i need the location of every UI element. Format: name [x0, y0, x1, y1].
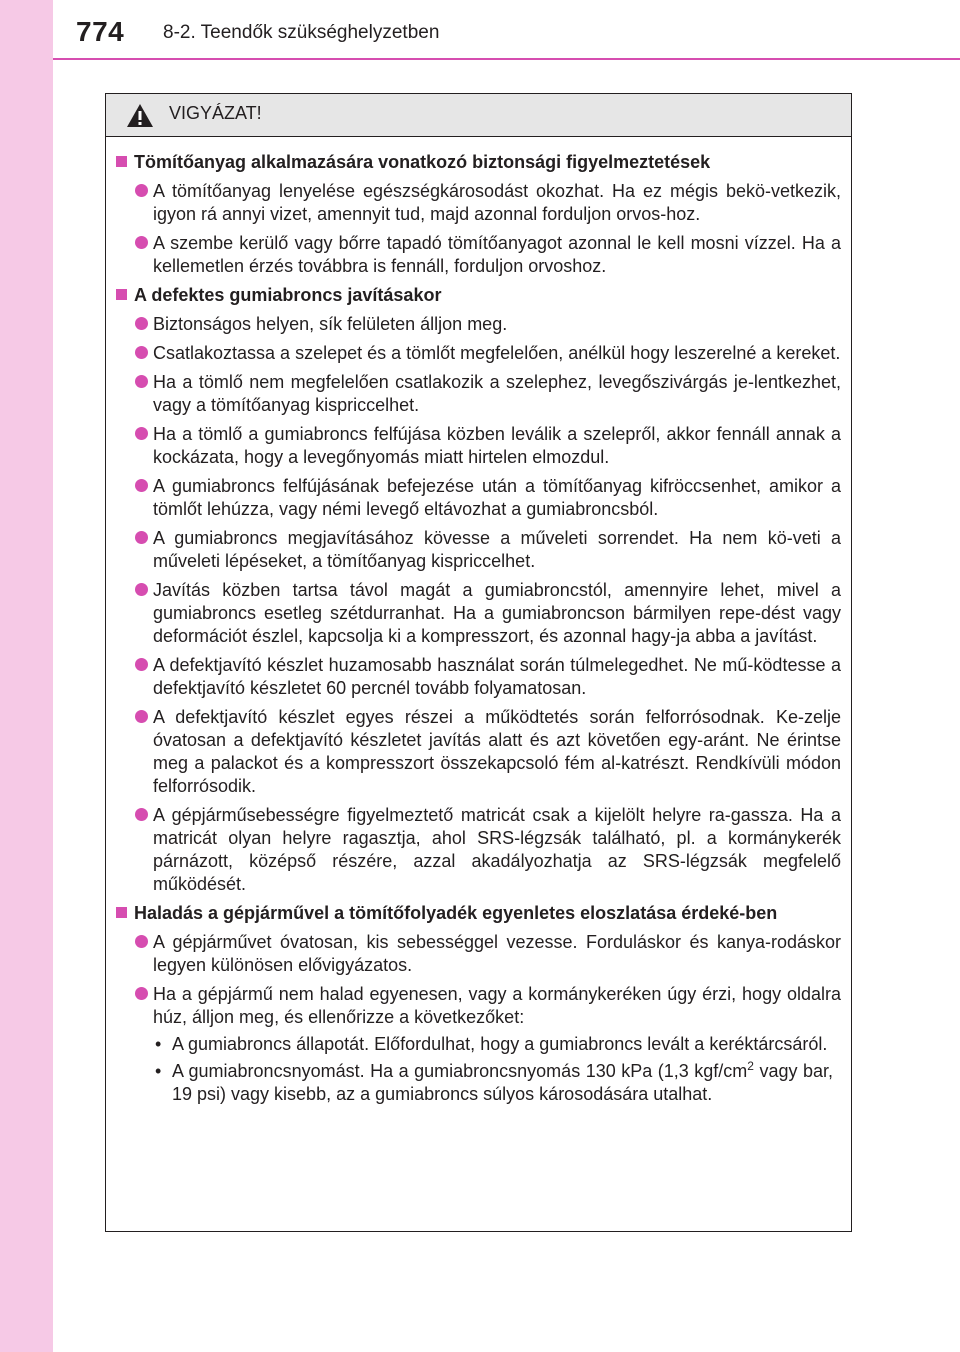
circle-bullet-icon [135, 808, 148, 821]
list-item [116, 313, 841, 336]
square-bullet-icon [116, 156, 127, 167]
section-heading-text: Tömítőanyag alkalmazására vonatkozó biztonsági figyelmeztetések [134, 152, 711, 172]
superscript: 2 [747, 1059, 754, 1073]
caution-box [105, 93, 852, 1232]
sub-list-item [116, 1060, 841, 1106]
list-item-text: Ha a tömlő a gumiabroncs felfújása közben leválik a szelepről, akkor fennáll annak a kockázata, hogy a levegőnyomás miatt hirtelen elmozdul. [153, 424, 841, 467]
circle-bullet-icon [135, 583, 148, 596]
list-item [116, 232, 841, 278]
caution-header [106, 94, 851, 137]
caution-section [116, 284, 841, 896]
caution-title: VIGYÁZAT! [169, 103, 262, 123]
list-item [116, 579, 841, 648]
list-item-text: A defektjavító készlet huzamosabb használat során túlmelegedhet. Ne mű-ködtesse a defektjavító készletet 60 percnél tovább folyamatosan. [153, 655, 841, 698]
circle-bullet-icon [135, 184, 148, 197]
warning-triangle-icon [126, 103, 154, 128]
list-item [116, 654, 841, 700]
list-item-text: A gépjárművet óvatosan, kis sebességgel vezesse. Forduláskor és kanya-rodáskor legyen különösen elővigyázatos. [153, 932, 841, 975]
section-heading-text: Haladás a gépjárművel a tömítőfolyadék egyenletes eloszlatása érdeké-ben [134, 903, 778, 923]
list-item [116, 804, 841, 896]
sub-list-item [116, 1033, 841, 1056]
section-heading [116, 151, 841, 174]
section-heading [116, 902, 841, 925]
side-bar [0, 0, 53, 1352]
list-item [116, 371, 841, 417]
page-number: 774 [76, 16, 125, 47]
bullet-dot-icon: • [155, 1034, 162, 1054]
list-item [116, 931, 841, 977]
sub-list-item-text: A gumiabroncsnyomást. Ha a gumiabroncsnyomás 130 kPa (1,3 kgf/cm [172, 1061, 748, 1081]
circle-bullet-icon [135, 935, 148, 948]
list-item [116, 983, 841, 1029]
caution-body [106, 137, 851, 1106]
section-heading-text: A defektes gumiabroncs javításakor [134, 285, 442, 305]
list-item-text: Ha a tömlő nem megfelelően csatlakozik a szelephez, levegőszivárgás je-lentkezhet, vagy a tömítőanyag kispriccelhet. [153, 372, 841, 415]
list-item-text: Javítás közben tartsa távol magát a gumiabroncstól, amennyire lehet, mivel a gumiabroncs esetleg szétdurranhat. Ha a gumiabroncson bármilyen repe-dést vagy deformációt észlel, kapcsolja ki a kompresszort, és azonnal hagy-ja abba a javítást. [153, 580, 841, 646]
page-header [53, 0, 960, 70]
circle-bullet-icon [135, 317, 148, 330]
list-item-text: Csatlakoztassa a szelepet és a tömlőt megfelelően, anélkül hogy leszerelné a kereket. [153, 343, 841, 363]
caution-section [116, 151, 841, 278]
circle-bullet-icon [135, 710, 148, 723]
square-bullet-icon [116, 907, 127, 918]
circle-bullet-icon [135, 236, 148, 249]
list-item [116, 180, 841, 226]
list-item-text: A defektjavító készlet egyes részei a működtetés során felforrósodnak. Ke-zelje óvatosan a defektjavító készletet javítás alatt és azt követően egy-aránt. Ne érintse meg a palackot és a kompresszort összekapcsoló fém al-katrészt. Rendkívüli módon felforrósodik. [153, 707, 841, 796]
list-item [116, 423, 841, 469]
circle-bullet-icon [135, 479, 148, 492]
caution-section [116, 902, 841, 1106]
circle-bullet-icon [135, 987, 148, 1000]
list-item-text: Biztonságos helyen, sík felületen álljon meg. [153, 314, 508, 334]
list-item [116, 475, 841, 521]
sub-list-item-text: vagy bar, 19 psi) vagy kisebb, az a gumiabroncs súlyos károsodására utalhat. [172, 1061, 833, 1104]
list-item-text: A gépjárműsebességre figyelmeztető matricát csak a kijelölt helyre ra-gassza. Ha a matricát olyan helyre ragasztja, ahol SRS-légzsák található, pl. a kormánykerék párnázott, középső részére, azzal akadályozhatja az SRS-légzsák megfelelő működését. [153, 805, 841, 894]
circle-bullet-icon [135, 427, 148, 440]
bullet-dot-icon: • [155, 1061, 162, 1081]
list-item-text: Ha a gépjármű nem halad egyenesen, vagy a kormánykeréken úgy érzi, hogy oldalra húz, álljon meg, és ellenőrizze a következőket: [153, 984, 841, 1027]
list-item-text: A gumiabroncs felfújásának befejezése után a tömítőanyag kifröccsenhet, amikor a tömlőt lehúzza, vagy némi levegő eltávozhat a gumiabroncsból. [153, 476, 841, 519]
circle-bullet-icon [135, 531, 148, 544]
list-item [116, 527, 841, 573]
list-item [116, 342, 841, 365]
list-item-text: A gumiabroncs megjavításához kövesse a műveleti sorrendet. Ha nem kö-veti a műveleti lépéseket, a tömítőanyag kispriccelhet. [153, 528, 841, 571]
section-title: 8-2. Teendők szükséghelyzetben [163, 22, 440, 43]
list-item-text: A szembe kerülő vagy bőrre tapadó tömítőanyagot azonnal le kell mosni vízzel. Ha a kellemetlen érzés továbbra is fennáll, forduljon orvoshoz. [153, 233, 841, 276]
list-item [116, 706, 841, 798]
section-heading [116, 284, 841, 307]
sub-list-item-text: A gumiabroncs állapotát. Előfordulhat, hogy a gumiabroncs levált a keréktárcsáról. [172, 1034, 828, 1054]
list-item-text: A tömítőanyag lenyelése egészségkárosodást okozhat. Ha ez mégis bekö-vetkezik, igyon rá annyi vizet, amennyit tud, majd azonnal forduljon orvos-hoz. [153, 181, 841, 224]
circle-bullet-icon [135, 658, 148, 671]
header-rule [53, 58, 960, 60]
circle-bullet-icon [135, 346, 148, 359]
square-bullet-icon [116, 289, 127, 300]
circle-bullet-icon [135, 375, 148, 388]
